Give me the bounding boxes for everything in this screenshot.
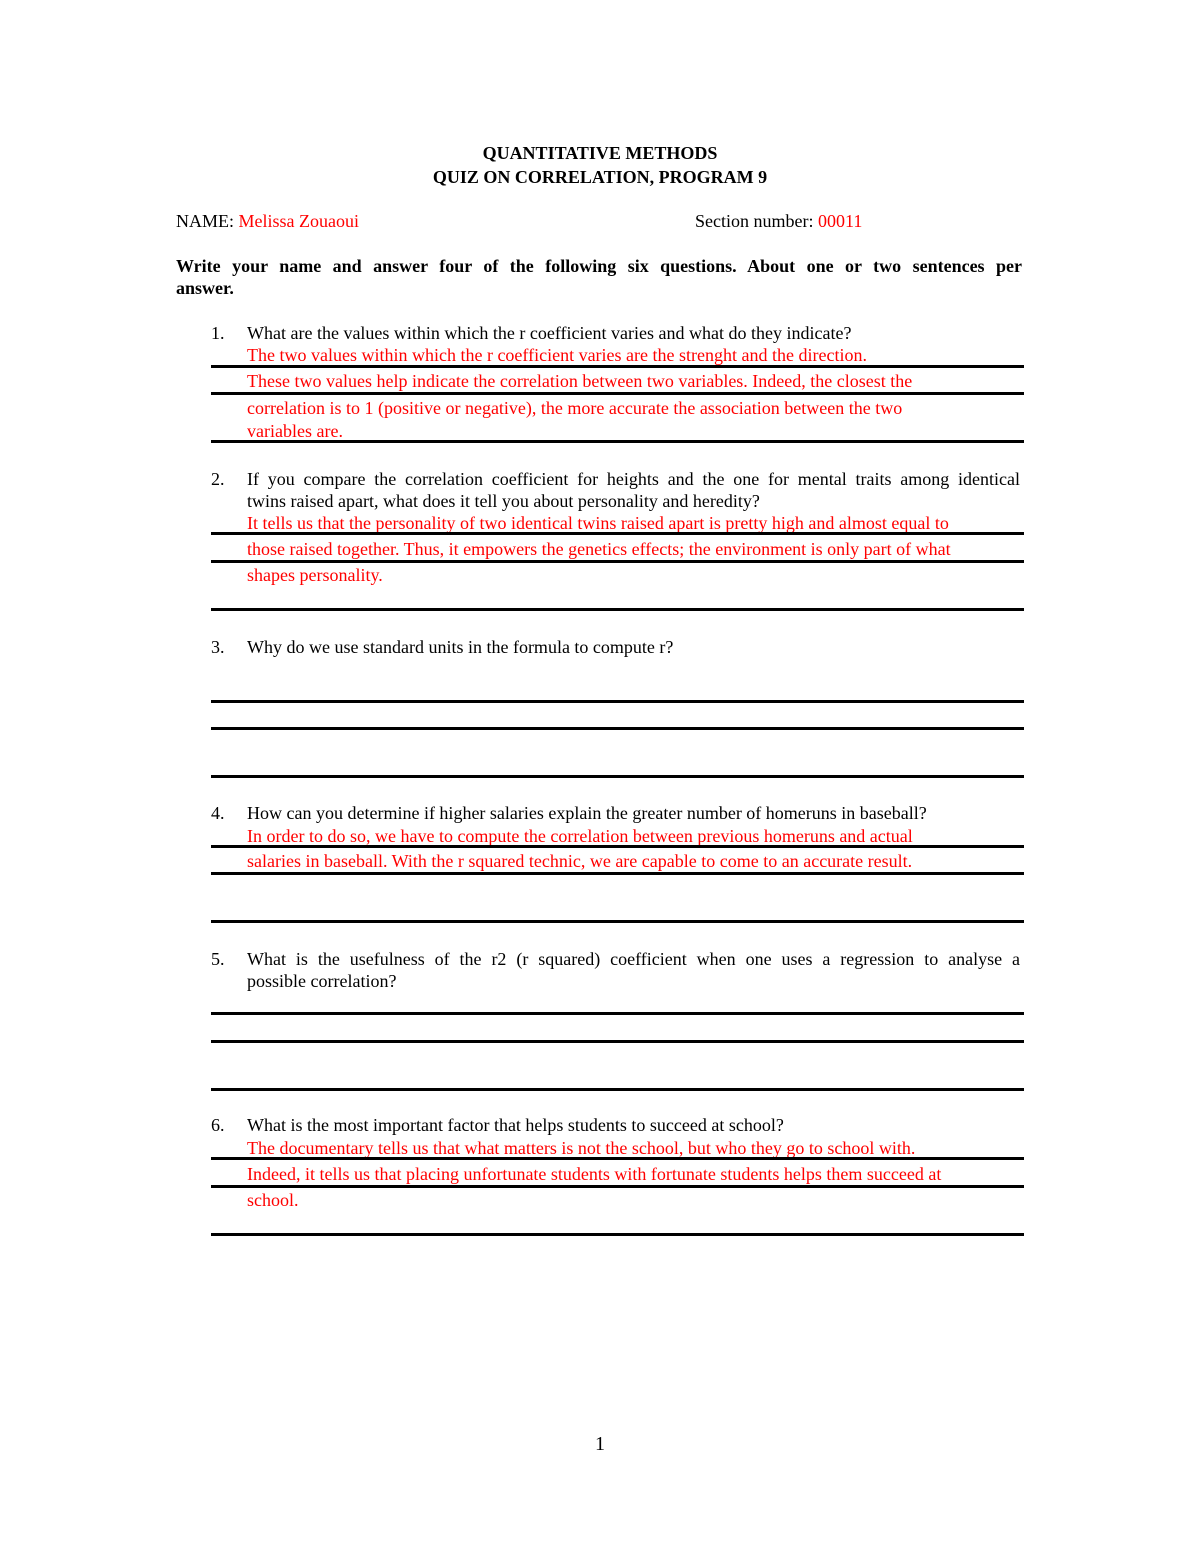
question-1-number: 1. — [211, 323, 225, 343]
page-subtitle: QUIZ ON CORRELATION, PROGRAM 9 — [432, 167, 768, 187]
answer-1-line-4: variables are. — [247, 421, 343, 441]
answer-line — [211, 608, 1024, 611]
answer-line — [211, 1040, 1024, 1043]
answer-line — [211, 727, 1024, 730]
answer-line — [211, 365, 1024, 368]
question-2-number: 2. — [211, 469, 225, 489]
answer-1-line-1: The two values within which the r coefficient varies are the strenght and the direction. — [247, 345, 867, 365]
instructions-line-2: answer. — [176, 278, 234, 298]
answer-2-line-1: It tells us that the personality of two identical twins raised apart is pretty high and almost equal to — [247, 513, 949, 533]
answer-6-line-1: The documentary tells us that what matters is not the school, but who they go to school with. — [247, 1138, 916, 1158]
answer-2-line-2: those raised together. Thus, it empowers the genetics effects; the environment is only part of what — [247, 539, 951, 559]
answer-2-line-3: shapes personality. — [247, 565, 383, 585]
section-value: 00011 — [817, 211, 863, 231]
name-label: NAME: — [176, 211, 234, 231]
question-2-text-line-1: If you compare the correlation coefficient for heights and the one for mental traits among identical — [247, 469, 1020, 489]
answer-4-line-1: In order to do so, we have to compute the correlation between previous homeruns and actual — [247, 826, 913, 846]
section-label: Section number: — [695, 211, 814, 231]
answer-line — [211, 560, 1024, 563]
answer-line — [211, 1185, 1024, 1188]
answer-line — [211, 1233, 1024, 1236]
answer-6-line-3: school. — [247, 1190, 299, 1210]
page-number: 1 — [595, 1433, 605, 1455]
answer-line — [211, 1157, 1024, 1160]
answer-1-line-3: correlation is to 1 (positive or negative), the more accurate the association between the two — [247, 398, 903, 418]
answer-line — [211, 872, 1024, 875]
question-3-text: Why do we use standard units in the formula to compute r? — [247, 637, 674, 657]
answer-line — [211, 920, 1024, 923]
question-4-number: 4. — [211, 803, 225, 823]
question-5-number: 5. — [211, 949, 225, 969]
answer-4-line-2: salaries in baseball. With the r squared technic, we are capable to come to an accurate result. — [247, 851, 913, 871]
question-4-text: How can you determine if higher salaries explain the greater number of homeruns in baseball? — [247, 803, 927, 823]
question-6-number: 6. — [211, 1115, 225, 1135]
name-value: Melissa Zouaoui — [238, 211, 359, 231]
question-5-text-line-1: What is the usefulness of the r2 (r squared) coefficient when one uses a regression to analyse a — [247, 949, 1020, 969]
answer-line — [211, 1012, 1024, 1015]
answer-line — [211, 775, 1024, 778]
question-2-text-line-2: twins raised apart, what does it tell you about personality and heredity? — [247, 491, 760, 511]
page-title: QUANTITATIVE METHODS — [482, 143, 718, 163]
answer-line — [211, 845, 1024, 848]
question-1-text: What are the values within which the r coefficient varies and what do they indicate? — [247, 323, 852, 343]
question-6-text: What is the most important factor that helps students to succeed at school? — [247, 1115, 784, 1135]
instructions-line-1: Write your name and answer four of the following six questions. About one or two sentences per — [176, 256, 1022, 276]
answer-1-line-2: These two values help indicate the correlation between two variables. Indeed, the closest the — [247, 371, 913, 391]
section-row — [695, 212, 862, 230]
answer-line — [211, 532, 1024, 535]
answer-6-line-2: Indeed, it tells us that placing unfortunate students with fortunate students helps them succeed at — [247, 1164, 942, 1184]
answer-line — [211, 1088, 1024, 1091]
answer-line — [211, 700, 1024, 703]
question-5-text-line-2: possible correlation? — [247, 971, 397, 991]
name-row — [176, 212, 359, 230]
question-3-number: 3. — [211, 637, 225, 657]
answer-line — [211, 392, 1024, 395]
answer-line — [211, 440, 1024, 443]
